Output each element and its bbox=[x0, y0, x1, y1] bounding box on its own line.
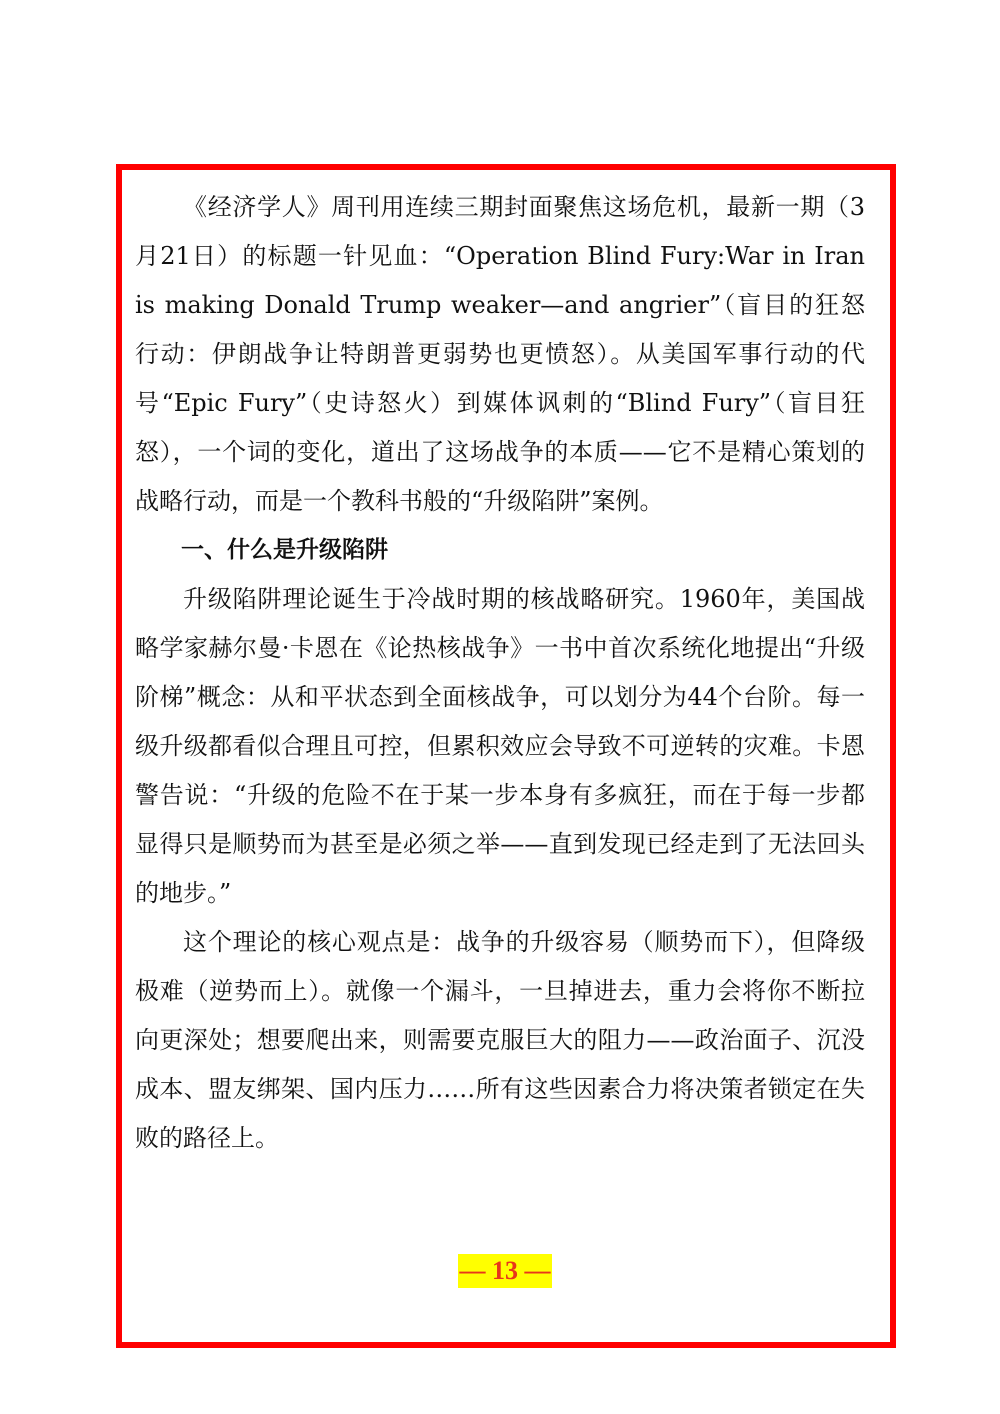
section-paragraph-2: 这个理论的核心观点是：战争的升级容易（顺势而下），但降级极难（逆势而上）。就像一个漏斗，一旦掉进去，重力会将你不断拉向更深处；想要爬出来，则需要克服巨大的阻力——政治面子、沉没成本、盟友绑架、国内压力……所有这些因素合力将决策者锁定在失败的路径上。 bbox=[135, 928, 865, 1152]
section-heading: 一、什么是升级陷阱 bbox=[181, 537, 388, 563]
intro-paragraph: 《经济学人》周刊用连续三期封面聚焦这场危机，最新一期（3月21日）的标题一针见血：“Operation Blind Fury:War in Iran is making Donald Trump weaker—and angrier”（盲目的狂怒行动：伊朗战争让特朗普更弱势也更愤怒）。从美国军事行动的代号“Epic Fury”（史诗怒火）到媒体讽刺的“Blind Fury”（盲目狂怒），一个词的变化，道出了这场战争的本质——它不是精心策划的战略行动，而是一个教科书般的“升级陷阱”案例。 bbox=[135, 193, 865, 515]
page-number: — 13 — bbox=[458, 1254, 552, 1288]
document-body bbox=[135, 183, 865, 1163]
section-paragraph-1: 升级陷阱理论诞生于冷战时期的核战略研究。1960年，美国战略学家赫尔曼·卡恩在《论热核战争》一书中首次系统化地提出“升级阶梯”概念：从和平状态到全面核战争，可以划分为44个台阶。每一级升级都看似合理且可控，但累积效应会导致不可逆转的灾难。卡恩警告说：“升级的危险不在于某一步本身有多疯狂，而在于每一步都显得只是顺势而为甚至是必须之举——直到发现已经走到了无法回头的地步。” bbox=[135, 585, 865, 907]
